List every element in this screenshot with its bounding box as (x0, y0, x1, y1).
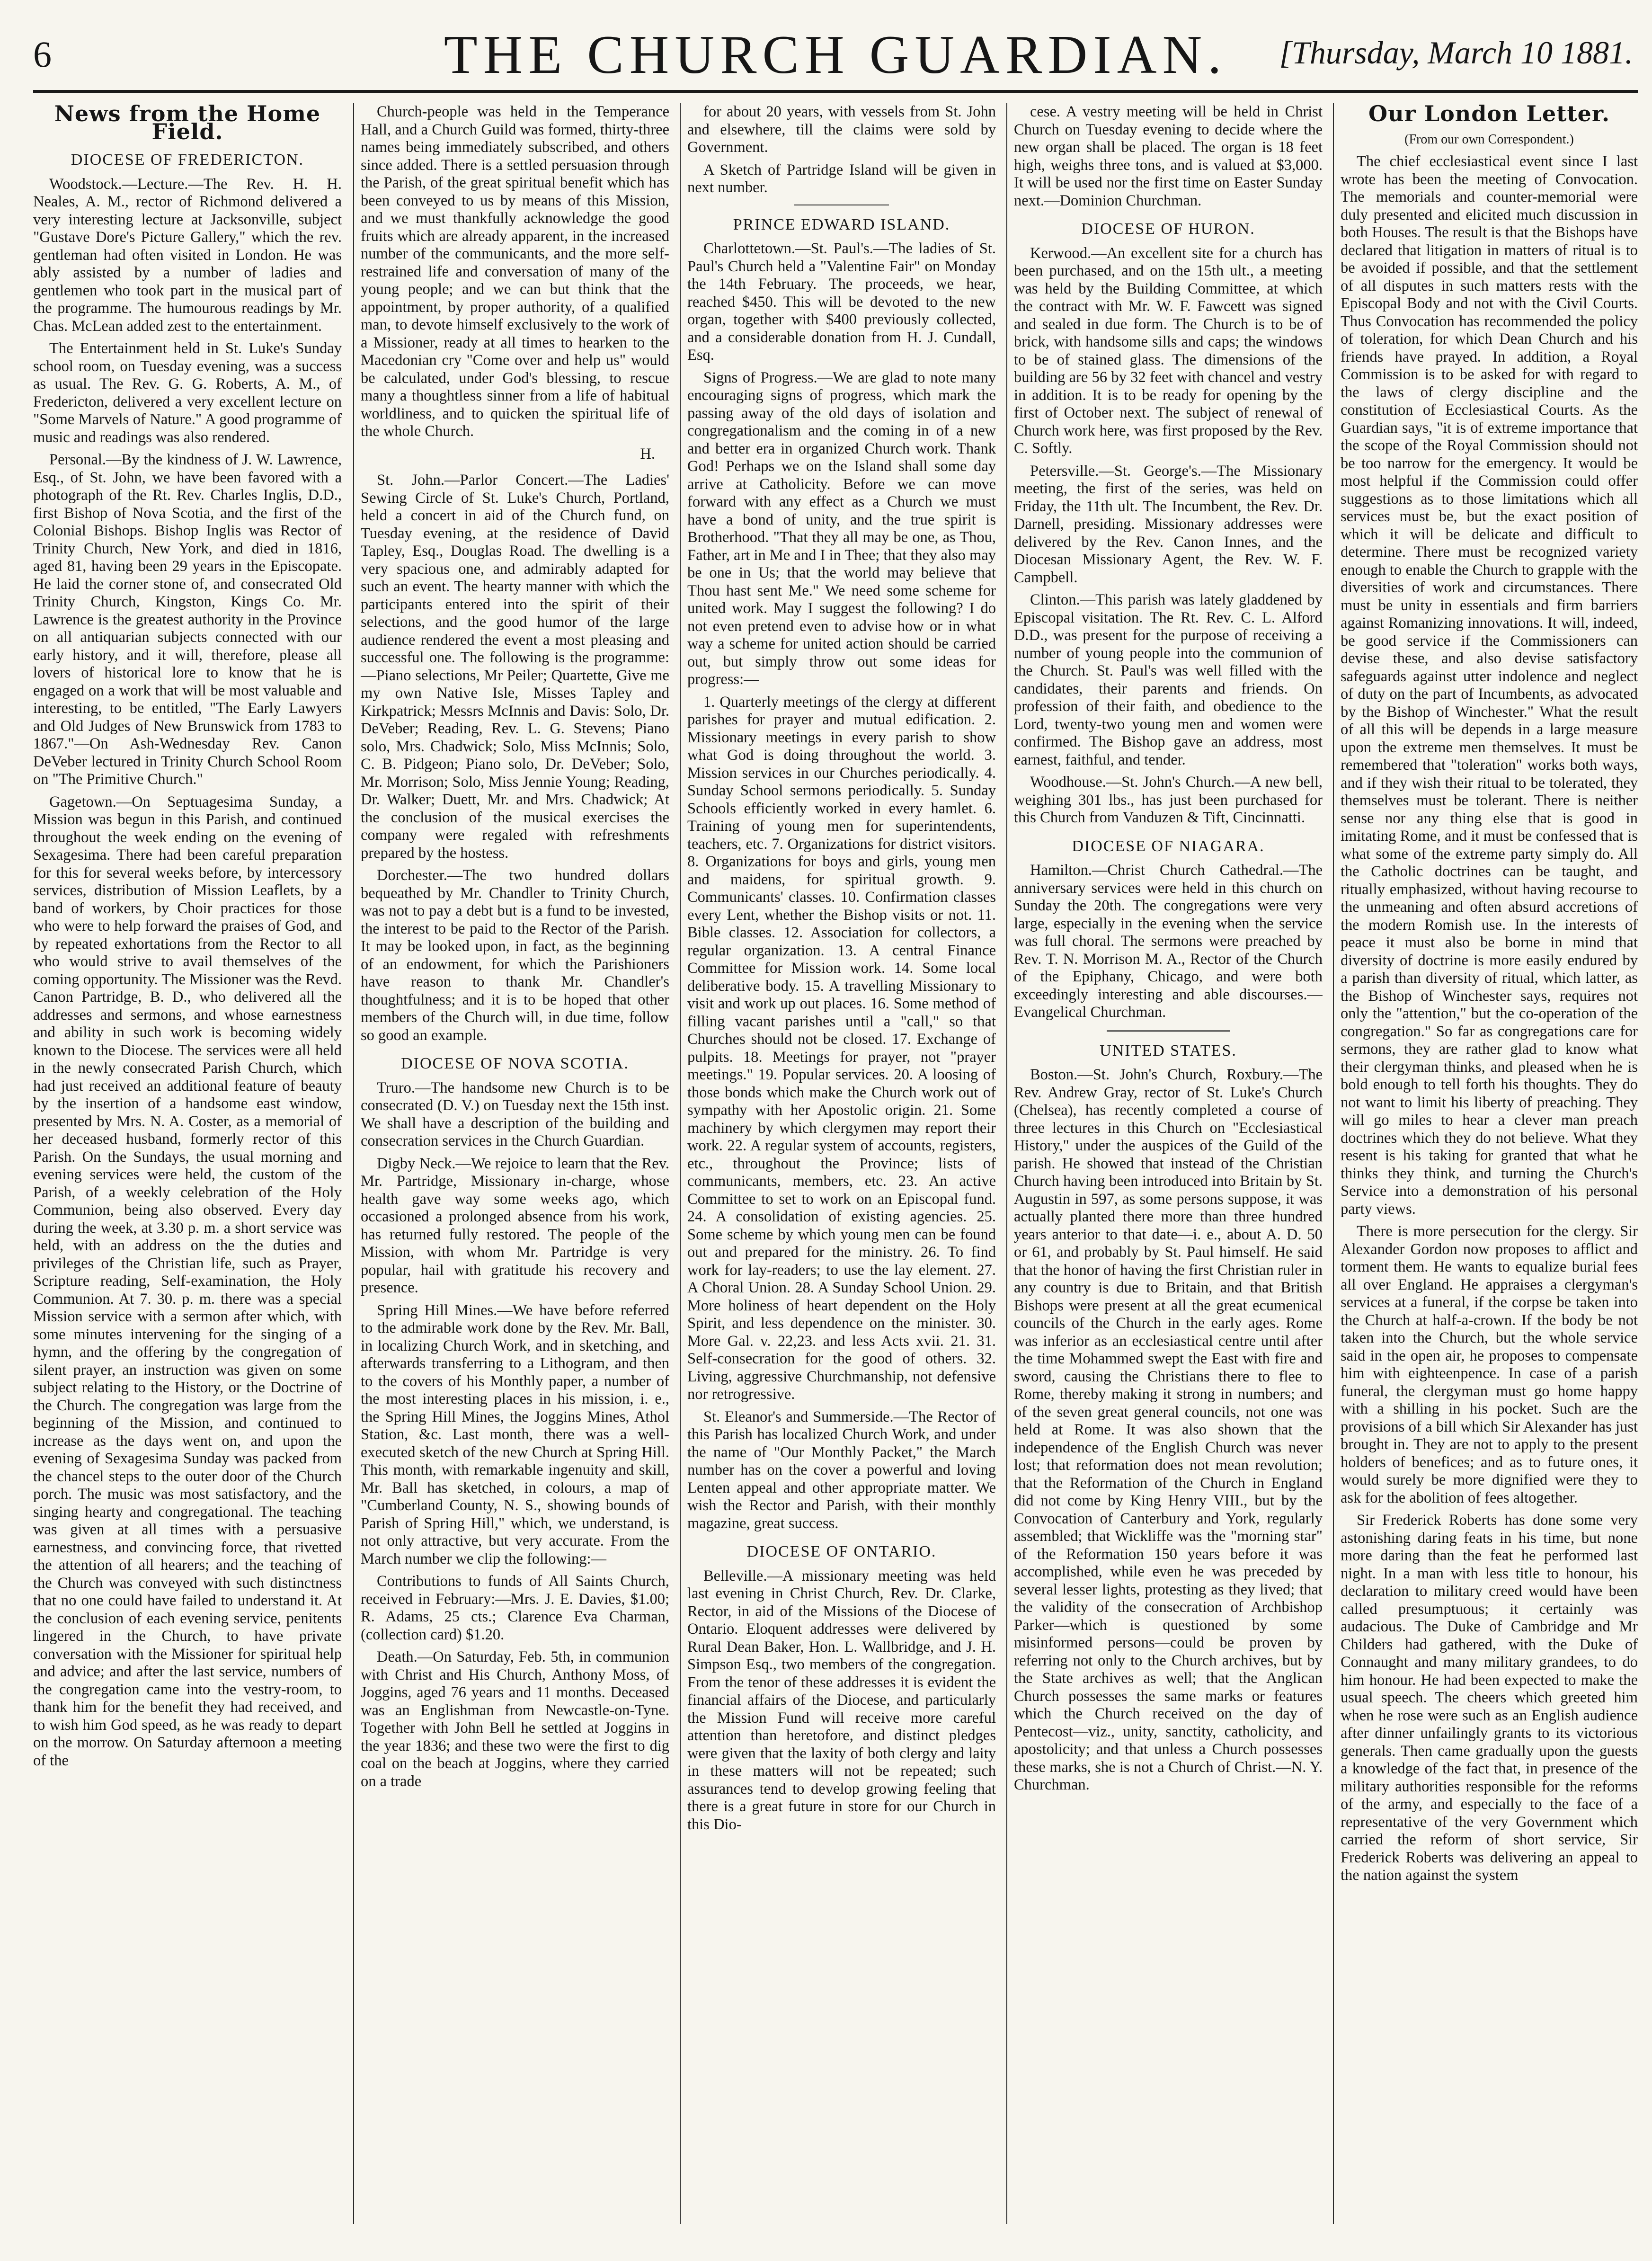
newspaper-title: THE CHURCH GUARDIAN. (444, 25, 1227, 85)
article-paragraph: Digby Neck.—We rejoice to learn that the Rev. Mr. Partridge, Missionary in-charge, whose health gave way some weeks ago, which occasioned a prolonged absence from his work, has returned fully restored. The people of the Mission, with whom Mr. Partridge is very popular, hail with gratitude his recovery and presence. (361, 1155, 669, 1296)
newspaper-page (33, 19, 1638, 2239)
column-4 (1014, 103, 1323, 2224)
article-paragraph: There is more persecution for the clergy. Sir Alexander Gordon now proposes to afflict and torment them. He wants to equalize burial fees all over England. He appraises a clergyman's services at a funeral, if the corpse be taken into the Church at half-a-crown. If the body be not taken into the Church, but the whole service said in the open air, he proposes to compensate him with eighteenpence. In case of a parish funeral, the clergyman must go home happy with a shilling in his pocket. Such are the provisions of a bill which Sir Alexander has just brought in. They are not to apply to the present holders of benefices; and as to future ones, it would surely be more dignified were they to ask for the abolition of fees altogether. (1341, 1223, 1638, 1506)
article-paragraph: St. John.—Parlor Concert.—The Ladies' Sewing Circle of St. Luke's Church, Portland, held a concert in aid of the Church fund, on Tuesday evening, at the residence of David Tapley, Esq., Douglas Road. The dwelling is a very spacious one, and admirably adapted for such an event. The hearty manner with which the participants entered into the spirit of their selections, and the good humor of the large audience rendered the event a most pleasing and successful one. The following is the programme:—Piano selections, Mr Peiler; Quartette, Give me my own Native Isle, Misses Tapley and Kirkpatrick; Messrs McInnis and Davis: Solo, Dr. DeVeber; Reading, Rev. L. G. Stevens; Piano solo, Mrs. Chadwick; Solo, Miss McInnis; Solo, C. B. Pidgeon; Piano solo, Dr. DeVeber; Solo, Mr. Morrison; Solo, Miss Jennie Young; Reading, Dr. Walker; Duett, Mr. and Mrs. Chadwick; At the conclusion of the musical exercises the company were regaled with refreshments prepared by the hostess. (361, 472, 669, 862)
article-paragraph: Truro.—The handsome new Church is to be consecrated (D. V.) on Tuesday next the 15th inst. We shall have a description of the building and consecration services in the Church Guardian. (361, 1079, 669, 1149)
article-paragraph: cese. A vestry meeting will be held in Christ Church on Tuesday evening to decide where the new organ shall be placed. The organ is 18 feet high, weighs three tons, and is valued at $3,000. It will be used nor the first time on Easter Sunday next.—Dominion Churchman. (1014, 103, 1323, 209)
article-paragraph: Hamilton.—Christ Church Cathedral.—The anniversary services were held in this church on Sunday the 20th. The congregations were very large, especially in the evening when the service was full choral. The sermons were preached by Rev. T. N. Morrison M. A., Rector of the Church of the Epiphany, Chicago, and were both exceedingly interesting and able discourses.—Evangelical Churchman. (1014, 862, 1323, 1021)
column-5 (1341, 103, 1638, 2224)
diocese-heading: PRINCE EDWARD ISLAND. (733, 215, 950, 233)
article-paragraph: Dorchester.—The two hundred dollars bequeathed by Mr. Chandler to Trinity Church, was not to pay a debt but is a fund to be invested, the interest to be paid to the Rector of the Parish. It may be looked upon, in fact, as the beginning of an endowment, for which the Parishioners have reason to thank Mr. Chandler's thoughtfulness; and it is to be hoped that other members of the Church will, in due time, follow so good an example. (361, 867, 669, 1044)
byline: (From our own Correspondent.) (1404, 132, 1574, 147)
article-paragraph: Gagetown.—On Septuagesima Sunday, a Mission was begun in this Parish, and continued throughout the week ending on the evening of Sexagesima. There had been careful preparation for this for several weeks before, by intercessory services, distribution of Mission Leaflets, by a band of workers, by Choir practices for those who were to help forward the praises of God, and by repeated exhortations from the Rector to all who would strive to avail themselves of the coming opportunity. The Missioner was the Revd. Canon Partridge, B. D., who delivered all the addresses and sermons, and whose earnestness and ability in such work is becoming widely known to the Diocese. The services were all held in the newly consecrated Parish Church, which had just received an additional feature of beauty by the insertion of a handsome east window, presented by Mrs. N. A. Coster, as a memorial of her deceased husband, formerly rector of this Parish. On the Sundays, the usual morning and evening services were held, the custom of the Parish, of a weekly celebration of the Holy Communion, being also observed. Every day during the week, at 3.30 p. m. a short service was held, with an address on the the duties and privileges of the Christian life, such as Prayer, Scripture reading, Self-examination, the Holy Communion. At 7. 30. p. m. there was a special Mission service with a sermon after which, with some minutes intervening for the singing of a hymn, and the offering by the congregation of silent prayer, an instruction was given on some subject relating to the History, or the Doctrine of the Church. The congregation was large from the beginning of the Mission, and continued to increase as the days went on, and upon the evening of Sexagesima Sunday was packed from the chancel steps to the outer door of the Church porch. The music was most satisfactory, and the singing hearty and congregational. The teaching was given at all times with a persuasive earnestness, and convincing force, that rivetted the attention of all hearers; and the teaching of the Church was conveyed with such distinctness that no one could have failed to understand it. At the conclusion of each evening service, penitents lingered in the Church, to have private conversation with the Missioner for spiritual help and advice; and after the last service, numbers of the congregation came into the vestry-room, to thank him for the benefit they had received, and to wish him God speed, as he was ready to depart on the morrow. On Saturday afternoon a meeting of the (33, 793, 342, 1769)
article-paragraph: Charlottetown.—St. Paul's.—The ladies of St. Paul's Church held a "Valentine Fair" on Monday the 14th February. The proceeds, we hear, reached $450. This will be devoted to the new organ, together with $400 previously collected, and a considerable donation from H. J. Cundall, Esq. (687, 240, 996, 364)
article-paragraph: Spring Hill Mines.—We have before referred to the admirable work done by the Rev. Mr. Ball, in localizing Church Work, and in sketching, and afterwards transferring to a Lithogram, and then to the covers of his Monthly paper, a number of the most interesting places in his mission, i. e., the Spring Hill Mines, the Joggins Mines, Athol Station, &c. Last month, there was a well-executed sketch of the new Church at Spring Hill. This month, with remarkable ingenuity and skill, Mr. Ball has sketched, in colours, a map of "Cumberland County, N. S., showing bounds of Parish of Spring Hill," which, we understand, is not only attractive, but very accurate. From the March number we clip the following:— (361, 1301, 669, 1567)
column-rule (353, 103, 354, 2224)
article-paragraph: Death.—On Saturday, Feb. 5th, in communion with Christ and His Church, Anthony Moss, of Joggins, aged 76 years and 11 months. Deceased was an Englishman from Newcastle-on-Tyne. Together with John Bell he settled at Joggins in the year 1836; and these two were the first to dig coal on the beach at Joggins, where they carried on a trade (361, 1648, 669, 1790)
column-rule (680, 103, 681, 2224)
divider (1107, 1030, 1230, 1032)
article-paragraph: Church-people was held in the Temperance Hall, and a Church Guild was formed, thirty-three names being immediately subscribed, and others since added. There is a settled persuasion through the Parish, of the great spiritual benefit which has been conveyed to us by means of this Mission, and we must thankfully acknowledge the good fruits which are already apparent, in the increased number of the communicants, and the more self-restrained life and conversation of many of the young people; and we can but think that the appointment, by proper authority, of a qualified man, to devote himself exclusively to the work of a Missioner, ready at all times to hearken to the Macedonian cry "Come over and help us" would be calculated, under God's blessing, to rescue many a thoughtless sinner from a life of habitual worldliness, and to quicken the spiritual life of the whole Church. (361, 103, 669, 440)
column-1 (33, 103, 342, 2224)
column-3 (687, 103, 996, 2224)
column-2 (361, 103, 669, 2224)
article-paragraph: A Sketch of Partridge Island will be given in next number. (687, 161, 996, 196)
article-paragraph: The chief ecclesiastical event since I last wrote has been the meeting of Convocation. The memorials and counter-memorial were duly presented and elicited much discussion in both Houses. The result is that the Bishops have declared that litigation in matters of ritual is to be avoided if possible, and that the settlement of all disputes in such matters rests with the Episcopal Body and not with the Civil Courts. Thus Convocation has recommended the policy of toleration, for which Dean Church and his friends have prayed. In addition, a Royal Commission is to be asked for with regard to the laws of clergy discipline and the constitution of Ecclesiastical Courts. As the Guardian says, "it is of extreme importance that the scope of the Royal Commission should not be too narrow for the emergency. It would be most helpful if the Commission could offer suggestions as to those limitations which all services must be, but the exact position of which it will be delicate and difficult to determine. There must be recognized variety enough to enable the Church to grapple with the diversities of work and circumstances. There must be unity in essentials and firm barriers against Romanizing innovations. It will, indeed, be good service if the Commissioners can devise these, and also devise satisfactory safeguards against utter indolence and neglect of duty on the part of Incumbents, as advocated by the Bishop of Winchester." What the result of all this will be depends in a large measure upon the extreme men themselves. It must be remembered that "toleration" works both ways, and if they wish their ritual to be tolerated, they themselves must be tolerant. There is neither sense nor any thing else that is good in imitating Rome, and it must be confessed that is what some of the extreme party simply do. All the Catholic doctrines can be taught, and ritually emphasized, without having recourse to the unmeaning and often absurd accretions of the modern Romish use. In the interests of peace it must also be borne in mind that diversity of doctrine is more easily endured by a parish than diversity of ritual, which latter, as the Bishop of Winchester says, requires not only the "attention," but the co-operation of the congregation." So far as congregations care for sermons, they are rather glad to know what their clergyman thinks, and pleased when he is bold enough to tell forth his thoughts. They do not want to limit his liberty of preaching. They will go miles to hear a clever man preach doctrines which they do not believe. What they resent is his taking for granted that what he thinks they think, and turning the Church's Service into a demonstration of his personal party views. (1341, 153, 1638, 1218)
article-paragraph: Personal.—By the kindness of J. W. Lawrence, Esq., of St. John, we have been favored with a photograph of the Rt. Rev. Charles Inglis, D.D., first Bishop of Nova Scotia, and the first of the Colonial Bishops. Bishop Inglis was Rector of Trinity Church, New York, and died in 1816, aged 81, having been 29 years in the Episcopate. He laid the corner stone of, and consecrated Old Trinity Church, Kingston, Kings Co. Mr. Lawrence is the greatest authority in the Province on all antiquarian subjects connected with our early history, and it will, therefore, please all lovers of historical lore to know that he is engaged on a work that will be most valuable and interesting, to be entitled, "The Early Lawyers and Old Judges of New Brunswick from 1783 to 1867."—On Ash-Wednesday Rev. Canon DeVeber lectured in Trinity Church School Room on "The Primitive Church." (33, 451, 342, 788)
issue-date: [Thursday, March 10 1881. (1279, 35, 1633, 71)
article-paragraph: Boston.—St. John's Church, Roxbury.—The Rev. Andrew Gray, rector of St. Luke's Church (Chelsea), has recently completed a course of three lectures in this Church on "Ecclesiastical History," under the auspices of the Guild of the parish. He showed that instead of the Christian Church having been introduced into Britain by St. Augustin in 597, as some persons suppose, it was actually planted there more than three hundred years anterior to that date—i. e., about A. D. 50 or 61, and probably by St. Paul himself. He said that the honor of having the first Christian ruler in any country is due to Britain, and that British Bishops were present at all the great ecumenical councils of the Church in the early ages. Rome was inferior as an ecclesiastical centre until after the time Mohammed swept the East with fire and sword, causing the Christians there to flee to Rome, thereby making it strong in numbers; and of the seven great general councils, not one was held at Rome. It was also shown that the independence of the English Church was never lost; that reformation does not mean revolution; that the Reformation of the Church in England did not come by King Henry VIII., but by the Convocation of Canterbury and York, regularly assembled; that Wickliffe was the "morning star" of the Reformation 150 years before it was accomplished, while even he was preceded by several lesser lights, protesting as they lived; that the validity of the consecration of Archbishop Parker—which is questioned by some misinformed persons—could be proven by referring not only to the Church archives, but by the State archives as well; that the Anglican Church possesses the same marks or features which the Church received on the day of Pentecost—viz., unity, sanctity, catholicity, and apostolicity; and that unless a Church possesses these marks, she is not a Church of Christ.—N. Y. Churchman. (1014, 1066, 1323, 1793)
article-paragraph: Kerwood.—An excellent site for a church has been purchased, and on the 15th ult., a meeting was held by the Building Committee, at which the contract with Mr. W. F. Fawcett was signed and sealed in due form. The Church is to be of brick, with handsome sills and caps; the windows to be of stained glass. The dimensions of the building are 56 by 32 feet with chancel and vestry in addition. It is to be ready for opening by the first of October next. The subject of renewal of Church work here, was first proposed by the Rev. C. Softly. (1014, 244, 1323, 457)
diocese-heading: DIOCESE OF ONTARIO. (746, 1543, 937, 1560)
article-paragraph: for about 20 years, with vessels from St. John and elsewhere, till the claims were sold by Government. (687, 103, 996, 156)
section-heading: Our London Letter. (1368, 103, 1610, 126)
article-paragraph: Woodstock.—Lecture.—The Rev. H. H. Neales, A. M., rector of Richmond delivered a very interesting lecture at Jacksonville, subject "Gustave Dore's Picture Gallery," which the rev. gentleman had often visited in London. He was ably assisted by a number of ladies and gentlemen who took part in the musical part of the programme. The humourous readings by Mr. Chas. McLean added zest to the entertainment. (33, 175, 342, 335)
diocese-heading: UNITED STATES. (1100, 1041, 1237, 1059)
page-number: 6 (33, 34, 52, 75)
diocese-heading: DIOCESE OF NOVA SCOTIA. (401, 1055, 629, 1072)
article-paragraph: Belleville.—A missionary meeting was held last evening in Christ Church, Rev. Dr. Clarke, Rector, in aid of the Missions of the Diocese of Ontario. Eloquent addresses were delivered by Rural Dean Baker, Hon. L. Wallbridge, and J. H. Simpson Esq., two members of the congregation. From the tenor of these addresses it is evident the financial affairs of the Diocese, and particularly the Mission Fund will receive more careful attention than heretofore, and distinct pledges were given that the laxity of both clergy and laity in these matters will not be repeated; such assurances tend to develop growing feeling that there is a great future in store for our Church in this Dio- (687, 1567, 996, 1833)
article-paragraph: Woodhouse.—St. John's Church.—A new bell, weighing 301 lbs., has just been purchased for this Church from Vanduzen & Tift, Cincinnatti. (1014, 774, 1323, 826)
article-paragraph: Petersville.—St. George's.—The Missionary meeting, the first of the series, was held on Friday, the 11th ult. The Incumbent, the Rev. Dr. Darnell, presiding. Missionary addresses were delivered by the Rev. Canon Innes, and the Diocesan Missionary Agent, the Rev. W. F. Campbell. (1014, 462, 1323, 586)
article-paragraph: Clinton.—This parish was lately gladdened by Episcopal visitation. The Rt. Rev. C. L. Alford D.D., was present for the purpose of receiving a number of young people into the communion of the Church. St. Paul's was well filled with the candidates, their parents and friends. On profession of their faith, and obedience to the Lord, twenty-two young men and women were confirmed. The Bishop gave an address, most earnest, faithful, and tender. (1014, 591, 1323, 768)
diocese-heading: DIOCESE OF FREDERICTON. (71, 151, 304, 169)
article-paragraph: Signs of Progress.—We are glad to note many encouraging signs of progress, which mark the passing away of the old days of isolation and congregationalism and the coming in of a new and better era in organized Church work. Thank God! Perhaps we on the Island shall some day arrive at Catholicity. Before we can move forward with any effect as a Church we must have a bond of unity, and the true spirit is Brotherhood. "That they all may be one, as Thou, Father, art in Me and I in Thee; that they also may be one in Us; that the world may believe that Thou hast sent Me." We need some scheme for united work. May I suggest the following? I do not even pretend even to advise how or in what way a scheme for united action should be carried out, but simply throw out some ideas for progress:— (687, 369, 996, 688)
article-paragraph: 1. Quarterly meetings of the clergy at different parishes for prayer and mutual edification. 2. Missionary meetings in every parish to show what God is doing throughout the world. 3. Mission services in our Churches periodically. 4. Sunday School sermons periodically. 5. Sunday Schools efficiently worked in every hamlet. 6. Training of young men for superintendents, teachers, etc. 7. Organizations for district visitors. 8. Organizations for boys and girls, young men and maidens, for spiritual growth. 9. Communicants' classes. 10. Confirmation classes every Lent, whether the Bishop visits or not. 11. Bible classes. 12. Association for collectors, a regular organization. 13. A central Finance Committee for Mission work. 14. Some local deliberative body. 15. A travelling Missionary to visit and work up out places. 16. Some method of filling vacant parishes until a "call," so that Churches should not be closed. 17. Exchange of pulpits. 18. Meetings for prayer, not "prayer meetings." 19. Popular services. 20. A loosing of those bonds which make the Church work out of sympathy with her Apostolic origin. 21. Some machinery by which clergymen may report their work. 22. A regular system of accounts, registers, etc., throughout the Province; lists of communicants, members, etc. 23. An active Committee to set to work on an Episcopal fund. 24. A consolidation of existing agencies. 25. Some scheme by which young men can be found out and prepared for the ministry. 26. To find work for lay-readers; to use the lay element. 27. A Choral Union. 28. A Sunday School Union. 29. More holiness of heart dependent on the Holy Spirit, and less dependence on the minister. 30. More Gal. v. 22,23. and less Acts xvii. 21. 31. Self-consecration for the good of others. 32. Living, aggressive Churchmanship, not defensive nor retrogressive. (687, 693, 996, 1403)
article-paragraph: Contributions to funds of All Saints Church, received in February:—Mrs. J. E. Davies, $1.00; R. Adams, 25 cts.; Clarence Eva Charman, (collection card) $1.20. (361, 1573, 669, 1643)
signoff: H. (640, 445, 655, 463)
column-rule (1006, 103, 1007, 2224)
diocese-heading: DIOCESE OF HURON. (1081, 220, 1255, 238)
article-paragraph: St. Eleanor's and Summerside.—The Rector of this Parish has localized Church Work, and under the name of "Our Monthly Packet," the March number has on the cover a powerful and loving Lenten appeal and other appropriate matter. We wish the Rector and Parish, with their monthly magazine, great success. (687, 1408, 996, 1532)
column-rule (1333, 103, 1334, 2224)
masthead (33, 19, 1638, 93)
article-paragraph: Sir Frederick Roberts has done some very astonishing daring feats in his time, but none more daring than the feat he performed last night. In a man with less title to honour, his declaration to military creed would have been called presumptuous; it certainly was audacious. The Duke of Cambridge and Mr Childers had gathered, with the Duke of Connaught and many military grandees, to do him honour. He had been expected to make the usual speech. The cheers which greeted him when he rose were such as an English audience after dinner unfailingly grants to its victorious generals. Then came gradually upon the guests a knowledge of the fact that, in presence of the military authorities responsible for the reforms of the army, and especially to the face of a representative of the very Government which carried the reform of short service, Sir Frederick Roberts was delivering an appeal to the nation against the system (1341, 1512, 1638, 1884)
section-heading: News from the Home Field. (54, 103, 321, 144)
article-paragraph: The Entertainment held in St. Luke's Sunday school room, on Tuesday evening, was a success as usual. The Rev. G. G. Roberts, A. M., of Fredericton, delivered a very excellent lecture on "Some Marvels of Nature." A good programme of music and readings was also rendered. (33, 340, 342, 446)
diocese-heading: DIOCESE OF NIAGARA. (1072, 837, 1265, 855)
